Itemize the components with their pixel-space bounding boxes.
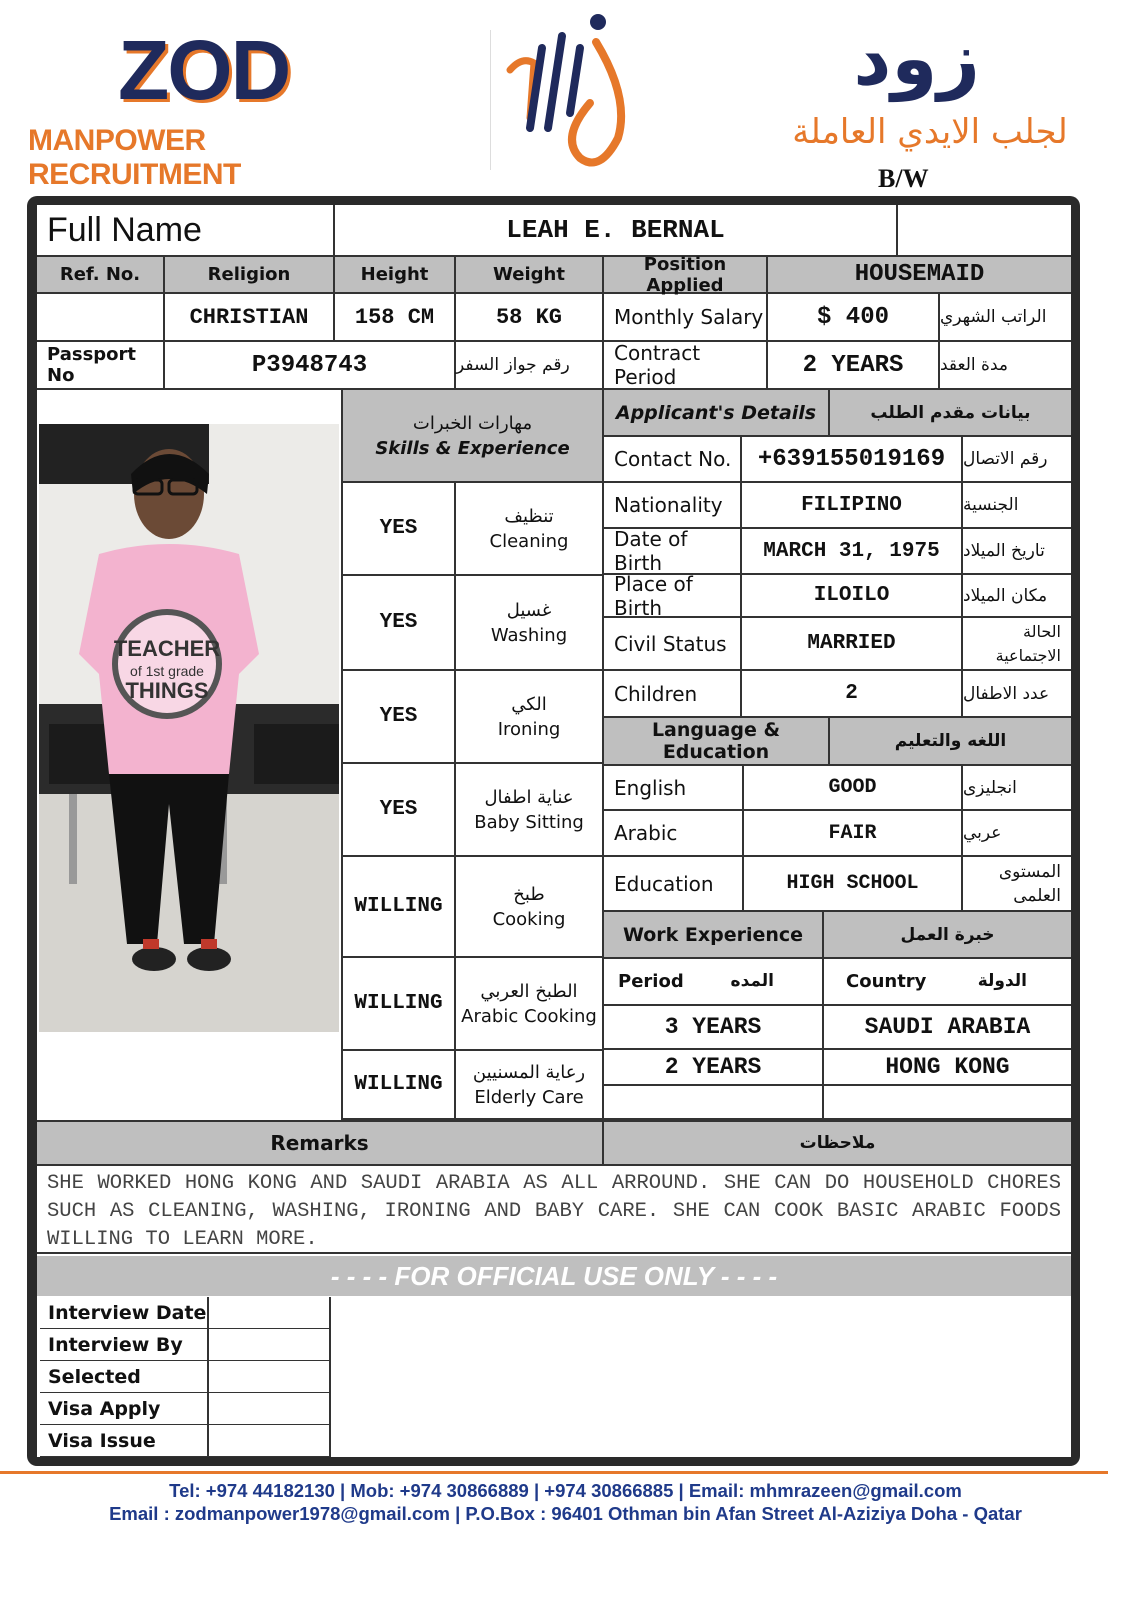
official-field-value[interactable] [209,1329,331,1361]
salary-arabic-label: الراتب الشهري [940,294,1071,342]
language-field-value: FAIR [744,811,963,857]
skill-name: Washing [490,624,568,646]
country-header [824,959,1071,1006]
official-field-value[interactable] [209,1361,331,1393]
shirt-text-line3: THINGS [125,678,209,703]
skills-title-arabic: مهارات الخبرات [412,412,533,434]
skill-name: Baby Sitting [474,811,584,833]
remarks-label: Remarks [37,1120,604,1166]
document-code: B/W [878,164,929,193]
country-label: Country [846,971,927,992]
country-arabic-label: الدولة [977,971,1027,991]
applicant-field-value: MARRIED [742,618,963,671]
work-country [824,1086,1071,1120]
official-field-value[interactable] [209,1393,331,1425]
language-field-value: HIGH SCHOOL [744,857,963,912]
weight-value: 58 KG [456,294,604,342]
skill-value: WILLING [341,958,456,1051]
religion-value: CHRISTIAN [165,294,335,342]
full-name-extra [898,205,1071,257]
religion-label: Religion [165,257,335,294]
height-value: 158 CM [335,294,456,342]
skill-name: Cleaning [489,530,569,552]
skill-value: WILLING [341,1051,456,1120]
skill-value: YES [341,576,456,671]
skill-name-arabic: عناية اطفال [484,786,574,808]
applicant-field-value: ILOILO [742,575,963,618]
ref-no-value [37,294,165,342]
skill-value: YES [341,764,456,857]
applicant-field-label: Civil Status [604,618,742,671]
skill-value: YES [341,483,456,576]
brand-logo-text: ZOD [118,23,290,117]
skill-name-cell [456,576,604,671]
skill-value: YES [341,671,456,764]
language-title: Language & Education [604,718,830,766]
ref-no-label: Ref. No. [37,257,165,294]
skill-value: WILLING [341,857,456,958]
shirt-text-line2: of 1st grade [130,663,204,679]
contract-arabic-label: مدة العقد [940,342,1071,390]
language-field-value: GOOD [744,766,963,811]
skill-name-arabic: الطبخ العربي [480,980,578,1002]
skill-name: Elderly Care [474,1086,584,1108]
skill-name: Ironing [497,718,561,740]
remarks-label-arabic: ملاحظات [604,1120,1071,1166]
passport-label: Passport No [37,342,165,390]
remarks-text: SHE WORKED HONG KONG AND SAUDI ARABIA AS ALL ARROUND. SHE CAN DO HOUSEHOLD CHORES SUCH AS CLEANING, WASHING, IRONING AND BABY CARE. SHE CAN COOK BASIC ARABIC FOODS WILLING TO LEARN MORE. [37,1166,1071,1254]
height-label: Height [335,257,456,294]
brand-emblem-icon [500,8,640,173]
official-field-label: Visa Apply [40,1393,209,1425]
applicant-field-arabic: الجنسية [963,483,1071,529]
work-country: HONG KONG [824,1050,1071,1086]
skill-name-cell [456,857,604,958]
work-country: SAUDI ARABIA [824,1006,1071,1050]
brand-arabic-logo: زود [853,16,980,102]
applicant-field-label: Place of Birth [604,575,742,618]
contract-value: 2 YEARS [768,342,940,390]
language-field-arabic: المستوى العلمى [963,857,1071,912]
work-title: Work Experience [604,912,824,959]
official-field-label: Interview Date [40,1297,209,1329]
period-header [604,959,824,1006]
position-value: HOUSEMAID [768,257,1071,294]
applicant-details-title-arabic: بيانات مقدم الطلب [830,390,1071,437]
skill-name-arabic: طبخ [513,883,545,905]
vertical-divider [490,30,491,170]
applicant-field-arabic: عدد الاطفال [963,671,1071,718]
skill-name-cell [456,483,604,576]
language-field-label: Arabic [604,811,744,857]
applicant-field-arabic: رقم الاتصال [963,437,1071,483]
footer-rule [0,1471,1108,1474]
work-period [604,1086,824,1120]
skill-name-cell [456,1051,604,1120]
language-title-arabic: اللغه والتعليم [830,718,1071,766]
skill-name-arabic: رعاية المسنيين [472,1061,586,1083]
skill-name-cell [456,671,604,764]
language-field-arabic: انجليزى [963,766,1071,811]
applicant-field-label: Contact No. [604,437,742,483]
skill-name-arabic: غسيل [506,599,552,621]
official-field-value[interactable] [209,1425,331,1457]
applicant-field-value: +639155019169 [742,437,963,483]
skill-name: Cooking [492,908,566,930]
salary-label: Monthly Salary [604,294,768,342]
work-period: 2 YEARS [604,1050,824,1086]
skill-name-cell [456,764,604,857]
footer-contact-line1: Tel: +974 44182130 | Mob: +974 30866889 | +974 30866885 | Email: mhmrazeen@gmail.com [169,1480,962,1501]
official-field-label: Interview By [40,1329,209,1361]
applicant-details-title: Applicant's Details [604,390,830,437]
skill-name: Arabic Cooking [461,1005,597,1027]
salary-value: $ 400 [768,294,940,342]
applicant-field-value: MARCH 31, 1975 [742,529,963,575]
language-field-label: English [604,766,744,811]
official-field-label: Visa Issue [40,1425,209,1457]
applicant-field-value: 2 [742,671,963,718]
applicant-field-arabic: تاريخ الميلاد [963,529,1071,575]
applicant-field-label: Date of Birth [604,529,742,575]
work-period: 3 YEARS [604,1006,824,1050]
official-use-banner: - - - - FOR OFFICIAL USE ONLY - - - - [37,1256,1071,1296]
language-field-label: Education [604,857,744,912]
applicant-field-label: Children [604,671,742,718]
contract-label: Contract Period [604,342,768,390]
passport-value: P3948743 [165,342,456,390]
official-field-label: Selected [40,1361,209,1393]
full-name-label: Full Name [37,205,335,257]
applicant-field-label: Nationality [604,483,742,529]
skill-name-arabic: الكي [511,693,547,715]
applicant-photo [39,424,339,1032]
work-title-arabic: خبرة العمل [824,912,1071,959]
weight-label: Weight [456,257,604,294]
shirt-text-line1: TEACHER [113,636,221,661]
skill-name-cell [456,958,604,1051]
applicant-field-arabic: الحالة الاجتماعية [963,618,1071,671]
applicant-field-arabic: مكان الميلاد [963,575,1071,618]
language-field-arabic: عربي [963,811,1071,857]
official-field-value[interactable] [209,1297,331,1329]
footer-contact-line2: Email : zodmanpower1978@gmail.com | P.O.Box : 96401 Othman bin Afan Street Al-Aziziya Doha - Qatar [109,1503,1022,1524]
period-label: Period [618,971,684,992]
applicant-field-value: FILIPINO [742,483,963,529]
brand-arabic-tagline: لجلب الايدي العاملة [792,112,1068,152]
skills-title: Skills & Experience [375,437,570,459]
period-arabic-label: المده [730,971,774,991]
passport-arabic-label: رقم جواز السفر [456,342,604,390]
full-name-value: LEAH E. BERNAL [335,205,898,257]
skill-name-arabic: تنظيف [504,505,554,527]
position-label: Position Applied [604,257,768,294]
brand-tagline: MANPOWER RECRUITMENT [28,124,241,191]
skills-header [341,390,604,483]
